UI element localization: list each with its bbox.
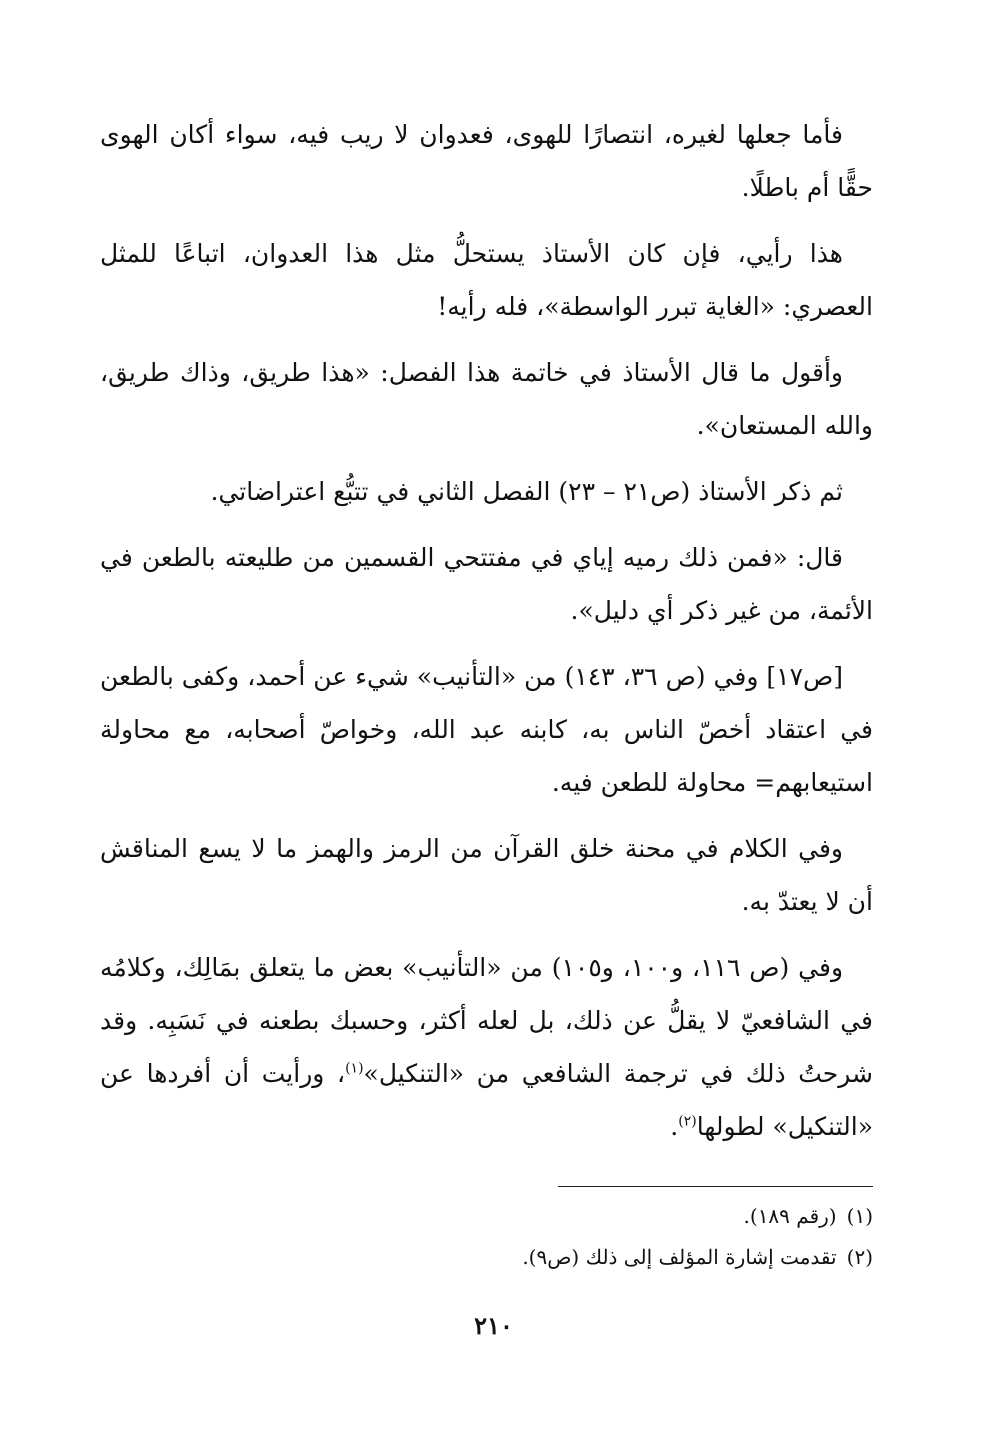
footnote-item [300, 1237, 873, 1278]
paragraph: هذا رأيي، فإن كان الأستاذ يستحلُّ مثل هذا العدوان، اتباعًا للمثل العصري: «الغاية تبرر الواسطة»، فله رأيه! [100, 239, 873, 321]
footnote-ref-2: (٢) [678, 1113, 697, 1130]
footnote-number: (٢) [846, 1245, 873, 1269]
footnote-divider [558, 1186, 873, 1187]
paragraph: [ص١٧] وفي (ص ٣٦، ١٤٣) من «التأنيب» شيء عن أحمد، وكفى بالطعن في اعتقاد أخصّ الناس به، كابنه عبد الله، وخواصّ أصحابه، مع محاولة استيعابهم= محاولة للطعن فيه. [100, 662, 873, 797]
paragraph-text: ، ورأيت أن أفردها عن «التنكيل» لطولها [100, 1059, 873, 1141]
paragraph-text: وفي (ص ١١٦، و١٠٠، و١٠٥) من «التأنيب» بعض ما يتعلق بمَالِك، وكلامُه في الشافعيّ لا يقلُّ عن ذلك، بل لعله أكثر، وحسبك بطعنه في نَسَبِه. وقد شرحتُ ذلك في ترجمة الشافعي من «التنكيل» [100, 953, 873, 1088]
paragraph: وأقول ما قال الأستاذ في خاتمة هذا الفصل: «هذا طريق، وذاك طريق، والله المستعان». [100, 358, 873, 440]
footnote-ref-1: (١) [345, 1060, 364, 1077]
footnote-item [300, 1196, 873, 1237]
paragraph: قال: «فمن ذلك رميه إياي في مفتتحي القسمين من طليعته بالطعن في الأئمة، من غير ذكر أي دليل». [100, 543, 873, 625]
footnote-text: (رقم ١٨٩). [743, 1204, 837, 1228]
paragraph: وفي الكلام في محنة خلق القرآن من الرمز والهمز ما لا يسع المناقش أن لا يعتدّ به. [100, 834, 873, 916]
main-text [100, 108, 873, 1166]
footnote-text: تقدمت إشارة المؤلف إلى ذلك (ص٩). [522, 1245, 837, 1269]
paragraph: ثم ذكر الأستاذ (ص٢١ – ٢٣) الفصل الثاني في تتبُّع اعتراضاتي. [210, 477, 843, 506]
paragraph: فأما جعلها لغيره، انتصارًا للهوى، فعدوان لا ريب فيه، سواء أكان الهوى حقًّا أم باطلًا. [100, 120, 873, 202]
footnote-number: (١) [846, 1204, 873, 1228]
footnotes [300, 1196, 873, 1278]
paragraph-text: . [670, 1112, 679, 1141]
page-number: ٢١٠ [474, 1311, 513, 1340]
paragraph-with-footnote-refs [100, 941, 873, 1153]
